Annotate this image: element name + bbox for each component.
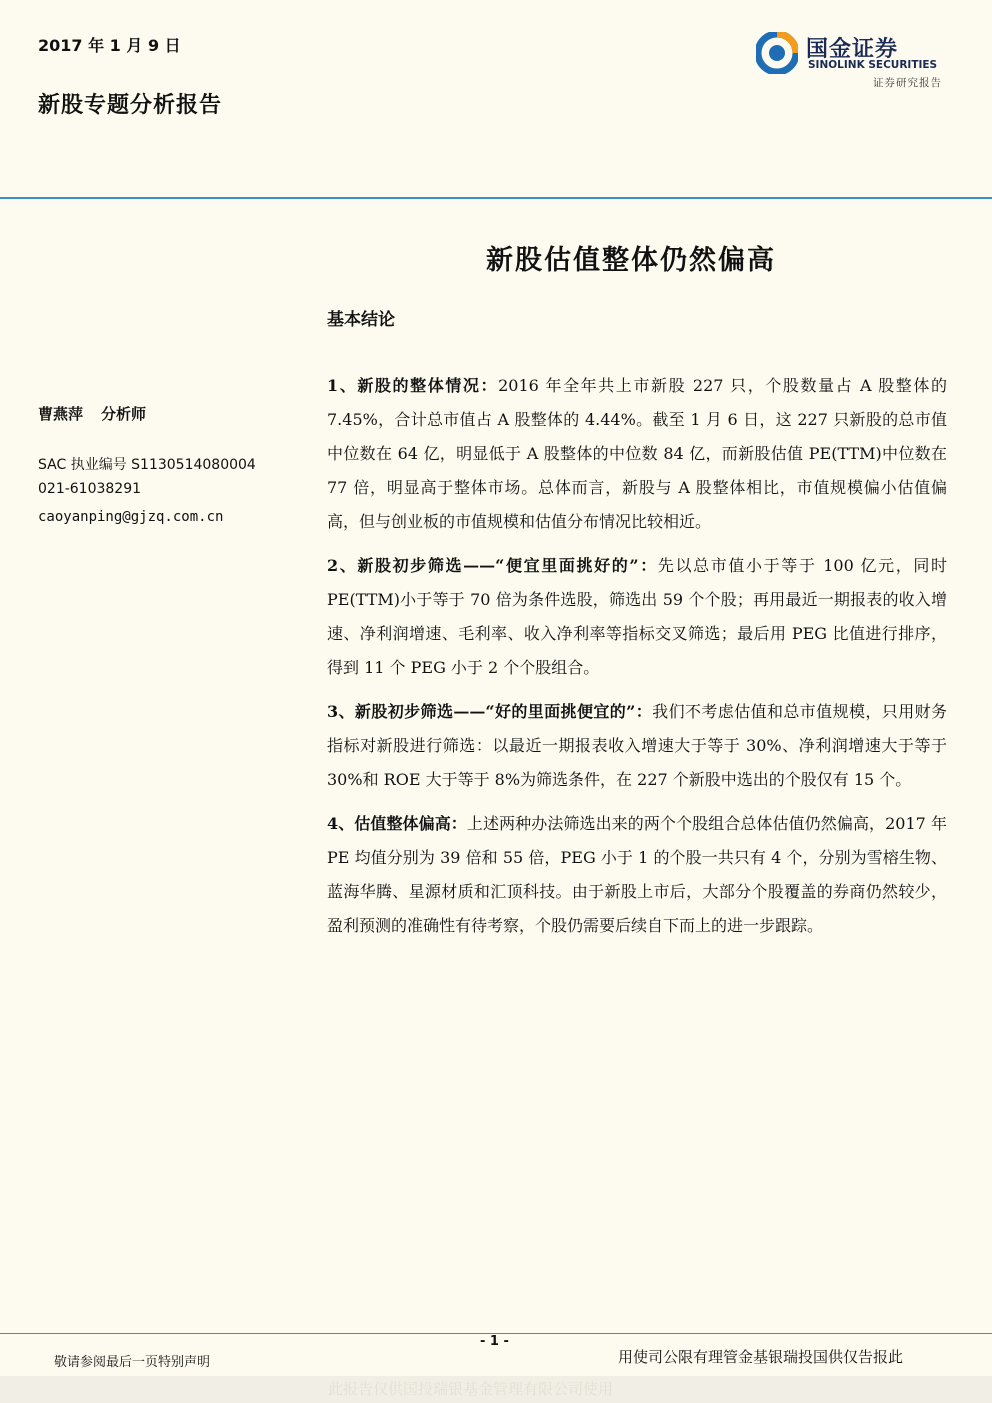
company-logo bbox=[756, 28, 946, 92]
paragraph-lead: 3、新股初步筛选——“好的里面挑便宜的”： bbox=[327, 702, 653, 721]
section-heading: 基本结论 bbox=[327, 310, 395, 330]
paragraph-lead: 2、新股初步筛选——“便宜里面挑好的”： bbox=[327, 556, 658, 575]
conclusion-paragraph bbox=[327, 695, 947, 797]
paragraph-text: 2016 年全年共上市新股 227 只，个股数量占 A 股整体的 7.45%，合计总市值占 A 股整体的 4.44%。截至 1 月 6 日，这 227 只新股的总市值中位数在 64 亿，明显低于 A 股整体的中位数 84 亿，而新股估值 PE(TTM)中位数在 77 倍，明显高于整体市场。总体而言，新股与 A 股整体相比，市值规模偏小估值偏高，但与创业板的市值规模和估值分布情况比较相近。 bbox=[327, 376, 947, 531]
analyst-sac-number: SAC 执业编号 S1130514080004 bbox=[38, 457, 256, 473]
conclusion-paragraph bbox=[327, 807, 947, 943]
footer-disclaimer: 敬请参阅最后一页特别声明 bbox=[54, 1355, 211, 1370]
conclusion-paragraph bbox=[327, 369, 947, 539]
paragraph-text: 上述两种办法筛选出来的两个个股组合总体估值仍然偏高，2017 年 PE 均值分别为 39 倍和 55 倍，PEG 小于 1 的个股一共只有 4 个，分别为雪榕生物、蓝海华腾、星源材质和汇顶科技。由于新股上市后，大部分个股覆盖的券商仍然较少，盈利预测的准确性有待考察，个股仍需要后续自下而上的进一步跟踪。 bbox=[327, 814, 947, 935]
report-type: 新股专题分析报告 bbox=[38, 92, 223, 118]
paragraph-text: 先以总市值小于等于 100 亿元，同时 PE(TTM)小于等于 70 倍为条件选股，筛选出 59 个个股；再用最近一期报表的收入增速、净利润增速、毛利率、收入净利率等指标交叉筛选；最后用 PEG 比值进行排序，得到 11 个 PEG 小于 2 个个股组合。 bbox=[327, 556, 947, 677]
logo-subtitle: 证券研究报告 bbox=[873, 77, 942, 89]
footer-reversed-text: 用使司公限有理管金基银瑞投国供仅告报此 bbox=[618, 1348, 904, 1366]
logo-chinese-name: 国金证券 bbox=[806, 37, 899, 62]
logo-emblem-icon bbox=[756, 32, 798, 74]
analyst-line bbox=[38, 403, 146, 424]
analyst-email: caoyanping@gjzq.com.cn bbox=[38, 509, 224, 525]
page-number: - 1 - bbox=[480, 1334, 509, 1349]
analyst-name: 曹燕萍 bbox=[38, 405, 84, 423]
report-date: 2017 年 1 月 9 日 bbox=[38, 36, 181, 55]
paragraph-lead: 4、估值整体偏高： bbox=[327, 814, 467, 833]
analyst-role: 分析师 bbox=[101, 405, 147, 423]
paragraph-lead: 1、新股的整体情况： bbox=[327, 376, 499, 395]
report-title: 新股估值整体仍然偏高 bbox=[486, 245, 776, 276]
conclusion-paragraph bbox=[327, 549, 947, 685]
conclusions-body bbox=[327, 369, 947, 953]
paragraph-text: 我们不考虑估值和总市值规模，只用财务指标对新股进行筛选：以最近一期报表收入增速大于等于 30%、净利润增速大于等于 30%和 ROE 大于等于 8%为筛选条件，在 227 个新股中选出的个股仅有 15 个。 bbox=[327, 702, 947, 789]
header-divider bbox=[0, 197, 992, 199]
logo-english-name: SINOLINK SECURITIES bbox=[808, 59, 938, 71]
watermark-text: 此报告仅供国投瑞银基金管理有限公司使用 bbox=[328, 1380, 614, 1398]
analyst-phone: 021-61038291 bbox=[38, 481, 142, 497]
